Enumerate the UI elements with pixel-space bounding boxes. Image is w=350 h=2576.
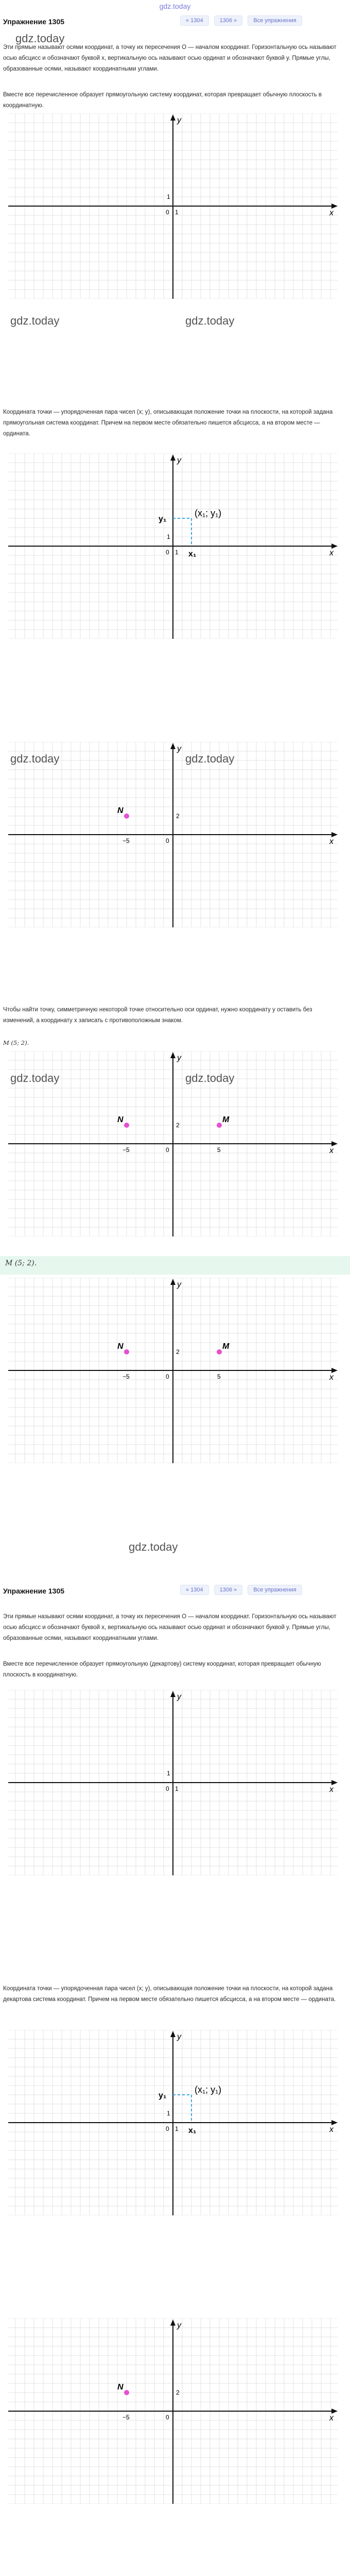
tick-label-2: 2	[176, 2389, 180, 2396]
paragraph-symmetry: Чтобы найти точку, симметричную некоторой точке относительно оси ординат, нужно координату y оставить без изменений, а координату x записать с противоположным знаком.	[3, 1007, 312, 1024]
origin-label: 0	[166, 837, 169, 844]
coordinate-plane-empty	[8, 1690, 338, 1875]
x-axis-label: x	[329, 209, 334, 217]
x-axis-arrow	[331, 1780, 338, 1785]
x-axis-label: x	[329, 1373, 334, 1382]
watermark: gdz.today	[185, 1072, 235, 1084]
origin-label: 0	[166, 549, 169, 556]
y-axis-arrow	[170, 114, 176, 121]
unit-x-label: 1	[175, 549, 179, 556]
coordinate-plane-point	[8, 2030, 338, 2215]
point-n-marker	[124, 1349, 129, 1354]
tick-label-5: 5	[217, 1373, 221, 1380]
paragraph-axes: Эти прямые называют осями координат, а точку их пересечения O — началом координат. Горизонтальную ось называют осью абсцисс и обозначают буквой x, вертикальную ось называют осью ординат и обозначают буквой y. Прямые углы, образованные осями, называют координатными углами.	[3, 44, 337, 72]
watermark: gdz.today	[10, 752, 60, 765]
origin-label: 0	[166, 1785, 169, 1792]
prev-exercise-button[interactable]: « 1304	[180, 15, 209, 26]
y-axis-arrow	[170, 743, 176, 749]
point-m-label: M	[222, 1342, 230, 1351]
unit-y-label: 1	[167, 1770, 170, 1777]
y-axis-label: y	[177, 2321, 181, 2330]
point-n-marker	[124, 814, 129, 819]
coordinate-plane-empty	[8, 113, 338, 299]
point-m-marker	[217, 1349, 222, 1354]
tick-label-minus5: −5	[122, 1373, 130, 1380]
exercise-title: Упражнение 1305	[3, 1587, 65, 1595]
watermark: gdz.today	[185, 752, 235, 765]
y-axis-arrow	[170, 1279, 176, 1285]
y-axis-arrow	[170, 454, 176, 461]
x-axis-label: x	[329, 1785, 334, 1794]
prev-exercise-button[interactable]: « 1304	[180, 1585, 209, 1595]
point-n-marker	[124, 2390, 129, 2395]
x-axis-label: x	[329, 1146, 334, 1155]
answer-strip	[0, 1256, 350, 1275]
point-n-marker	[124, 1123, 129, 1128]
x-axis-arrow	[331, 2120, 338, 2125]
y-axis-label: y	[177, 116, 181, 125]
y1-label: y₁	[159, 515, 167, 523]
tick-label-5: 5	[217, 1146, 221, 1154]
unit-y-label: 1	[167, 533, 170, 540]
x-axis-arrow	[331, 2409, 338, 2414]
watermark: gdz.today	[185, 314, 235, 327]
paragraph-coordinates: Координата точки — упорядоченная пара чисел (x; y), описывающая положение точки на плоскости, на которой задана прямоугольная система координат. Причем на первом месте обязательно пишется абсцисса, а на втором месте — ордината.	[3, 409, 333, 437]
x-axis-arrow	[331, 204, 338, 209]
tick-label-minus5: −5	[122, 1146, 130, 1154]
paragraph-axes: Эти прямые называют осями координат, а точку их пересечения O — началом координат. Горизонтальную ось называют осью абсцисс и обозначают буквой x, вертикальную ось называют осью ординат и обозначают буквой y. Прямые углы, образованные осями, называют координатными углами.	[3, 1614, 337, 1641]
x-axis-label: x	[329, 549, 334, 557]
tick-label-2: 2	[176, 812, 180, 820]
y-axis-label: y	[177, 1280, 181, 1289]
x-axis-label: x	[329, 837, 334, 846]
coordinate-plane-answer	[8, 1278, 338, 1463]
next-exercise-button[interactable]: 1306 »	[214, 1585, 243, 1595]
x1-label: x₁	[188, 550, 197, 558]
point-m-marker	[217, 1123, 222, 1128]
unit-x-label: 1	[175, 2125, 179, 2132]
x-axis-label: x	[329, 2125, 334, 2134]
formula: M (5; 2).	[3, 1039, 29, 1046]
all-exercises-button[interactable]: Все упражнения	[248, 1585, 302, 1595]
y-axis-arrow	[170, 2031, 176, 2037]
unit-y-label: 1	[167, 193, 170, 200]
y-axis-arrow	[170, 1052, 176, 1058]
y-axis-arrow	[170, 1691, 176, 1697]
coordinate-plane-point	[8, 453, 338, 639]
y-axis-label: y	[177, 2032, 181, 2041]
watermark: gdz.today	[15, 32, 65, 45]
origin-label: 0	[166, 1146, 169, 1154]
point-n-label: N	[117, 2383, 124, 2392]
point-m-label: M	[222, 1115, 230, 1124]
tick-label-minus5: −5	[122, 837, 130, 844]
coordinate-plane-n	[8, 742, 338, 927]
coordinate-plane-n	[8, 2318, 338, 2504]
watermark: gdz.today	[10, 1072, 60, 1084]
paragraph-system: Вместе все перечисленное образует прямоугольную (декартову) систему координат, которая превращает обычную плоскость в координатную.	[3, 1661, 321, 1678]
all-exercises-button[interactable]: Все упражнения	[248, 15, 302, 26]
tick-label-minus5: −5	[122, 2414, 130, 2421]
tick-label-2: 2	[176, 1122, 180, 1129]
origin-label: 0	[166, 1373, 169, 1380]
paragraph-coordinates: Координата точки — упорядоченная пара чисел (x; y), описывающая положение точки на плоскости, на которой задана декартова система координат. Причем на первом месте обязательно пишется абсцисса, а на втором месте — ордината.	[3, 1986, 336, 2003]
paragraph-system: Вместе все перечисленное образует прямоугольную систему координат, которая превращает обычную плоскость в координатную.	[3, 92, 322, 109]
x-axis-label: x	[329, 2414, 334, 2422]
y-axis-label: y	[177, 1054, 181, 1062]
origin-label: 0	[166, 2414, 169, 2421]
x-axis-arrow	[331, 832, 338, 837]
y-axis-label: y	[177, 744, 181, 753]
x1-label: x₁	[188, 2126, 197, 2135]
origin-label: 0	[166, 209, 169, 216]
point-label: (x₁; y₁)	[195, 508, 222, 518]
unit-x-label: 1	[175, 209, 179, 216]
y-axis-arrow	[170, 2319, 176, 2326]
unit-y-label: 1	[167, 2110, 170, 2117]
answer-text: M (5; 2).	[5, 1259, 37, 1267]
next-exercise-button[interactable]: 1306 »	[214, 15, 243, 26]
point-n-label: N	[117, 806, 124, 815]
exercise-nav	[180, 1585, 302, 1595]
x-axis-arrow	[331, 1368, 338, 1373]
point-n-label: N	[117, 1342, 124, 1351]
point-n-label: N	[117, 1115, 124, 1124]
watermark: gdz.today	[129, 1540, 178, 1553]
watermark: gdz.today	[10, 314, 60, 327]
x-axis-arrow	[331, 1141, 338, 1146]
point-label: (x₁; y₁)	[195, 2084, 222, 2095]
unit-x-label: 1	[175, 1785, 179, 1792]
y1-label: y₁	[159, 2091, 167, 2100]
y-axis-label: y	[177, 1692, 181, 1701]
site-logo[interactable]: gdz.today	[159, 2, 191, 10]
tick-label-2: 2	[176, 1348, 180, 1355]
exercise-title: Упражнение 1305	[3, 18, 65, 26]
x-axis-arrow	[331, 544, 338, 549]
y-axis-label: y	[177, 456, 181, 465]
exercise-nav	[180, 15, 302, 26]
origin-label: 0	[166, 2125, 169, 2132]
